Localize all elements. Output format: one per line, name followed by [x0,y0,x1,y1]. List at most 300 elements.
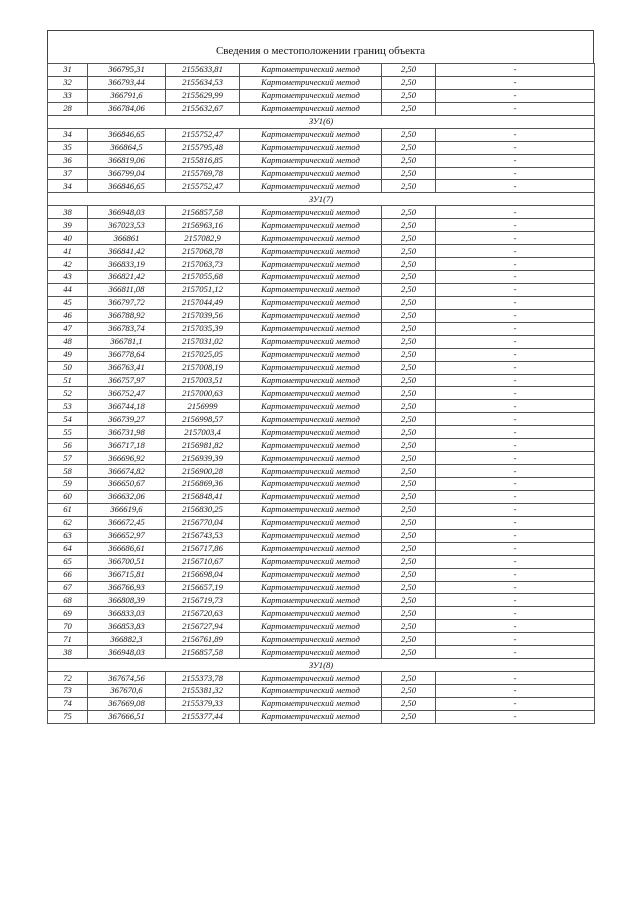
precision-cell: 2,50 [382,283,436,296]
method-cell: Картометрический метод [240,348,382,361]
method-cell: Картометрический метод [240,465,382,478]
table-row [48,271,595,284]
precision-cell: 2,50 [382,245,436,258]
precision-cell: 2,50 [382,452,436,465]
precision-cell: 2,50 [382,232,436,245]
note-cell: - [436,413,595,426]
table-row [48,439,595,452]
table-row [48,697,595,710]
precision-cell: 2,50 [382,478,436,491]
coord-y-cell: 2156719,73 [166,594,240,607]
precision-cell: 2,50 [382,710,436,723]
note-cell: - [436,581,595,594]
method-cell: Картометрический метод [240,374,382,387]
coord-y-cell: 2157008,19 [166,361,240,374]
coord-y-cell: 2156727,94 [166,620,240,633]
coord-y-cell: 2155377,44 [166,710,240,723]
table-row [48,685,595,698]
note-cell: - [436,167,595,180]
method-cell: Картометрический метод [240,685,382,698]
coord-y-cell: 2157000,63 [166,387,240,400]
point-number-cell: 31 [48,64,88,77]
coord-x-cell: 366948,03 [88,206,166,219]
coord-y-cell: 2155769,78 [166,167,240,180]
precision-cell: 2,50 [382,374,436,387]
coord-y-cell: 2156743,53 [166,529,240,542]
point-number-cell: 37 [48,167,88,180]
table-row [48,607,595,620]
point-number-cell: 74 [48,697,88,710]
method-cell: Картометрический метод [240,646,382,659]
method-cell: Картометрический метод [240,76,382,89]
table-row [48,542,595,555]
method-cell: Картометрический метод [240,296,382,309]
point-number-cell: 59 [48,478,88,491]
point-number-cell: 43 [48,271,88,284]
method-cell: Картометрический метод [240,128,382,141]
precision-cell: 2,50 [382,387,436,400]
method-cell: Картометрический метод [240,568,382,581]
note-cell: - [436,154,595,167]
precision-cell: 2,50 [382,672,436,685]
table-row [48,167,595,180]
note-cell: - [436,335,595,348]
method-cell: Картометрический метод [240,607,382,620]
note-cell: - [436,697,595,710]
coord-y-cell: 2155373,78 [166,672,240,685]
point-number-cell: 34 [48,180,88,193]
note-cell: - [436,594,595,607]
coord-y-cell: 2156998,57 [166,413,240,426]
table-row [48,478,595,491]
point-number-cell: 73 [48,685,88,698]
coord-y-cell: 2157063,73 [166,258,240,271]
note-cell: - [436,568,595,581]
coord-y-cell: 2156939,39 [166,452,240,465]
coord-y-cell: 2156848,41 [166,490,240,503]
coord-y-cell: 2155752,47 [166,128,240,141]
note-cell: - [436,516,595,529]
coord-x-cell: 366778,64 [88,348,166,361]
point-number-cell: 51 [48,374,88,387]
coord-y-cell: 2156657,19 [166,581,240,594]
coord-y-cell: 2156869,36 [166,478,240,491]
precision-cell: 2,50 [382,516,436,529]
point-number-cell: 60 [48,490,88,503]
note-cell: - [436,232,595,245]
coord-x-cell: 366841,42 [88,245,166,258]
group-header-row [48,193,595,206]
coord-x-cell: 366672,45 [88,516,166,529]
table-row [48,568,595,581]
coord-y-cell: 2157044,49 [166,296,240,309]
precision-cell: 2,50 [382,465,436,478]
precision-cell: 2,50 [382,322,436,335]
method-cell: Картометрический метод [240,413,382,426]
precision-cell: 2,50 [382,620,436,633]
coord-x-cell: 366833,03 [88,607,166,620]
point-number-cell: 32 [48,76,88,89]
table-row [48,503,595,516]
method-cell: Картометрический метод [240,245,382,258]
coord-x-cell: 367666,51 [88,710,166,723]
coord-x-cell: 366619,6 [88,503,166,516]
coord-x-cell: 366717,18 [88,439,166,452]
precision-cell: 2,50 [382,206,436,219]
note-cell: - [436,672,595,685]
coord-x-cell: 366784,06 [88,102,166,115]
point-number-cell: 52 [48,387,88,400]
point-number-cell: 40 [48,232,88,245]
precision-cell: 2,50 [382,503,436,516]
point-number-cell: 68 [48,594,88,607]
point-number-cell: 54 [48,413,88,426]
coord-y-cell: 2157039,56 [166,309,240,322]
precision-cell: 2,50 [382,141,436,154]
coord-y-cell: 2155633,81 [166,64,240,77]
table-row [48,258,595,271]
table-row [48,64,595,77]
point-number-cell: 50 [48,361,88,374]
coord-y-cell: 2155379,33 [166,697,240,710]
coord-y-cell: 2156999 [166,400,240,413]
table-row [48,154,595,167]
boundary-table-sheet [47,30,594,724]
table-row [48,710,595,723]
method-cell: Картометрический метод [240,309,382,322]
note-cell: - [436,607,595,620]
table-row [48,672,595,685]
method-cell: Картометрический метод [240,542,382,555]
coord-y-cell: 2157025,05 [166,348,240,361]
coord-y-cell: 2156900,28 [166,465,240,478]
note-cell: - [436,128,595,141]
coord-y-cell: 2157055,68 [166,271,240,284]
coord-x-cell: 366821,42 [88,271,166,284]
note-cell: - [436,387,595,400]
note-cell: - [436,439,595,452]
note-cell: - [436,374,595,387]
table-row [48,180,595,193]
method-cell: Картометрический метод [240,478,382,491]
table-row [48,102,595,115]
table-row [48,581,595,594]
note-cell: - [436,283,595,296]
coord-x-cell: 366864,5 [88,141,166,154]
note-cell: - [436,426,595,439]
note-cell: - [436,245,595,258]
method-cell: Картометрический метод [240,283,382,296]
note-cell: - [436,102,595,115]
point-number-cell: 70 [48,620,88,633]
note-cell: - [436,348,595,361]
note-cell: - [436,503,595,516]
group-header-row [48,659,595,672]
coord-x-cell: 366808,39 [88,594,166,607]
method-cell: Картометрический метод [240,581,382,594]
coord-x-cell: 366788,92 [88,309,166,322]
table-row [48,348,595,361]
table-row [48,400,595,413]
coord-x-cell: 366744,18 [88,400,166,413]
method-cell: Картометрический метод [240,555,382,568]
note-cell: - [436,542,595,555]
coord-x-cell: 366652,97 [88,529,166,542]
note-cell: - [436,206,595,219]
point-number-cell: 41 [48,245,88,258]
note-cell: - [436,219,595,232]
table-row [48,594,595,607]
table-row [48,555,595,568]
coord-x-cell: 367669,08 [88,697,166,710]
coord-x-cell: 366781,1 [88,335,166,348]
method-cell: Картометрический метод [240,672,382,685]
note-cell: - [436,400,595,413]
method-cell: Картометрический метод [240,490,382,503]
precision-cell: 2,50 [382,258,436,271]
point-number-cell: 38 [48,646,88,659]
coord-x-cell: 366948,03 [88,646,166,659]
table-row [48,141,595,154]
coord-x-cell: 366811,08 [88,283,166,296]
method-cell: Картометрический метод [240,503,382,516]
coord-x-cell: 366793,44 [88,76,166,89]
note-cell: - [436,555,595,568]
precision-cell: 2,50 [382,102,436,115]
point-number-cell: 55 [48,426,88,439]
coordinates-table-body [48,64,595,724]
point-number-cell: 57 [48,452,88,465]
coord-y-cell: 2155795,48 [166,141,240,154]
table-row [48,232,595,245]
coord-x-cell: 366696,92 [88,452,166,465]
precision-cell: 2,50 [382,555,436,568]
precision-cell: 2,50 [382,413,436,426]
precision-cell: 2,50 [382,296,436,309]
method-cell: Картометрический метод [240,620,382,633]
coord-y-cell: 2156857,58 [166,646,240,659]
method-cell: Картометрический метод [240,387,382,400]
precision-cell: 2,50 [382,154,436,167]
point-number-cell: 61 [48,503,88,516]
note-cell: - [436,490,595,503]
coord-x-cell: 367674,56 [88,672,166,685]
point-number-cell: 47 [48,322,88,335]
precision-cell: 2,50 [382,271,436,284]
coord-y-cell: 2156698,04 [166,568,240,581]
table-row [48,620,595,633]
coord-y-cell: 2157003,4 [166,426,240,439]
precision-cell: 2,50 [382,64,436,77]
method-cell: Картометрический метод [240,439,382,452]
point-number-cell: 53 [48,400,88,413]
table-row [48,374,595,387]
point-number-cell: 62 [48,516,88,529]
coord-y-cell: 2156981,82 [166,439,240,452]
note-cell: - [436,271,595,284]
method-cell: Картометрический метод [240,64,382,77]
coord-y-cell: 2157082,9 [166,232,240,245]
table-row [48,206,595,219]
method-cell: Картометрический метод [240,180,382,193]
precision-cell: 2,50 [382,594,436,607]
point-number-cell: 69 [48,607,88,620]
note-cell: - [436,258,595,271]
note-cell: - [436,180,595,193]
point-number-cell: 42 [48,258,88,271]
coord-x-cell: 366766,93 [88,581,166,594]
table-row [48,529,595,542]
coord-y-cell: 2156720,63 [166,607,240,620]
method-cell: Картометрический метод [240,633,382,646]
table-row [48,128,595,141]
table-row [48,633,595,646]
coord-x-cell: 366739,27 [88,413,166,426]
note-cell: - [436,296,595,309]
coord-x-cell: 366632,06 [88,490,166,503]
note-cell: - [436,309,595,322]
note-cell: - [436,141,595,154]
coord-y-cell: 2156717,86 [166,542,240,555]
coord-y-cell: 2157003,51 [166,374,240,387]
coord-x-cell: 366795,31 [88,64,166,77]
table-row [48,413,595,426]
precision-cell: 2,50 [382,219,436,232]
coord-x-cell: 366757,97 [88,374,166,387]
table-row [48,296,595,309]
coord-y-cell: 2157031,02 [166,335,240,348]
method-cell: Картометрический метод [240,452,382,465]
point-number-cell: 63 [48,529,88,542]
precision-cell: 2,50 [382,646,436,659]
coord-y-cell: 2156963,16 [166,219,240,232]
table-row [48,452,595,465]
method-cell: Картометрический метод [240,206,382,219]
point-number-cell: 75 [48,710,88,723]
precision-cell: 2,50 [382,685,436,698]
table-row [48,219,595,232]
coord-y-cell: 2156857,58 [166,206,240,219]
table-row [48,76,595,89]
coord-x-cell: 366819,06 [88,154,166,167]
coord-y-cell: 2155634,53 [166,76,240,89]
coord-x-cell: 367023,53 [88,219,166,232]
method-cell: Картометрический метод [240,426,382,439]
point-number-cell: 45 [48,296,88,309]
table-row [48,245,595,258]
point-number-cell: 46 [48,309,88,322]
coord-x-cell: 366861 [88,232,166,245]
group-label: ЗУ1(6) [48,115,595,128]
coord-x-cell: 366731,98 [88,426,166,439]
method-cell: Картометрический метод [240,322,382,335]
point-number-cell: 33 [48,89,88,102]
table-row [48,490,595,503]
method-cell: Картометрический метод [240,594,382,607]
method-cell: Картометрический метод [240,400,382,413]
method-cell: Картометрический метод [240,219,382,232]
coord-y-cell: 2157035,39 [166,322,240,335]
note-cell: - [436,361,595,374]
point-number-cell: 58 [48,465,88,478]
point-number-cell: 38 [48,206,88,219]
coord-x-cell: 366797,72 [88,296,166,309]
method-cell: Картометрический метод [240,154,382,167]
coord-y-cell: 2156761,89 [166,633,240,646]
group-header-row [48,115,595,128]
coord-y-cell: 2157051,12 [166,283,240,296]
note-cell: - [436,620,595,633]
point-number-cell: 65 [48,555,88,568]
method-cell: Картометрический метод [240,516,382,529]
coord-x-cell: 366650,67 [88,478,166,491]
note-cell: - [436,529,595,542]
precision-cell: 2,50 [382,581,436,594]
coord-y-cell: 2155381,32 [166,685,240,698]
note-cell: - [436,89,595,102]
table-row [48,387,595,400]
point-number-cell: 44 [48,283,88,296]
precision-cell: 2,50 [382,361,436,374]
precision-cell: 2,50 [382,697,436,710]
table-row [48,361,595,374]
table-row [48,322,595,335]
method-cell: Картометрический метод [240,529,382,542]
coord-x-cell: 366674,82 [88,465,166,478]
precision-cell: 2,50 [382,607,436,620]
coord-x-cell: 366700,51 [88,555,166,568]
method-cell: Картометрический метод [240,89,382,102]
coord-y-cell: 2155752,47 [166,180,240,193]
precision-cell: 2,50 [382,542,436,555]
table-row [48,335,595,348]
coord-x-cell: 366882,3 [88,633,166,646]
precision-cell: 2,50 [382,490,436,503]
table-row [48,426,595,439]
coord-y-cell: 2155816,85 [166,154,240,167]
note-cell: - [436,633,595,646]
coord-y-cell: 2156710,67 [166,555,240,568]
note-cell: - [436,322,595,335]
coord-x-cell: 366833,19 [88,258,166,271]
precision-cell: 2,50 [382,89,436,102]
coord-y-cell: 2156770,04 [166,516,240,529]
coord-y-cell: 2157068,78 [166,245,240,258]
table-row [48,465,595,478]
point-number-cell: 34 [48,128,88,141]
table-row [48,646,595,659]
method-cell: Картометрический метод [240,102,382,115]
coord-y-cell: 2156830,25 [166,503,240,516]
table-row [48,89,595,102]
precision-cell: 2,50 [382,529,436,542]
point-number-cell: 66 [48,568,88,581]
table-title: Сведения о местоположении границ объекта [47,30,594,63]
note-cell: - [436,646,595,659]
method-cell: Картометрический метод [240,232,382,245]
method-cell: Картометрический метод [240,258,382,271]
method-cell: Картометрический метод [240,361,382,374]
precision-cell: 2,50 [382,633,436,646]
precision-cell: 2,50 [382,76,436,89]
point-number-cell: 64 [48,542,88,555]
note-cell: - [436,710,595,723]
point-number-cell: 39 [48,219,88,232]
coord-x-cell: 366799,04 [88,167,166,180]
precision-cell: 2,50 [382,180,436,193]
coord-x-cell: 366752,47 [88,387,166,400]
note-cell: - [436,76,595,89]
